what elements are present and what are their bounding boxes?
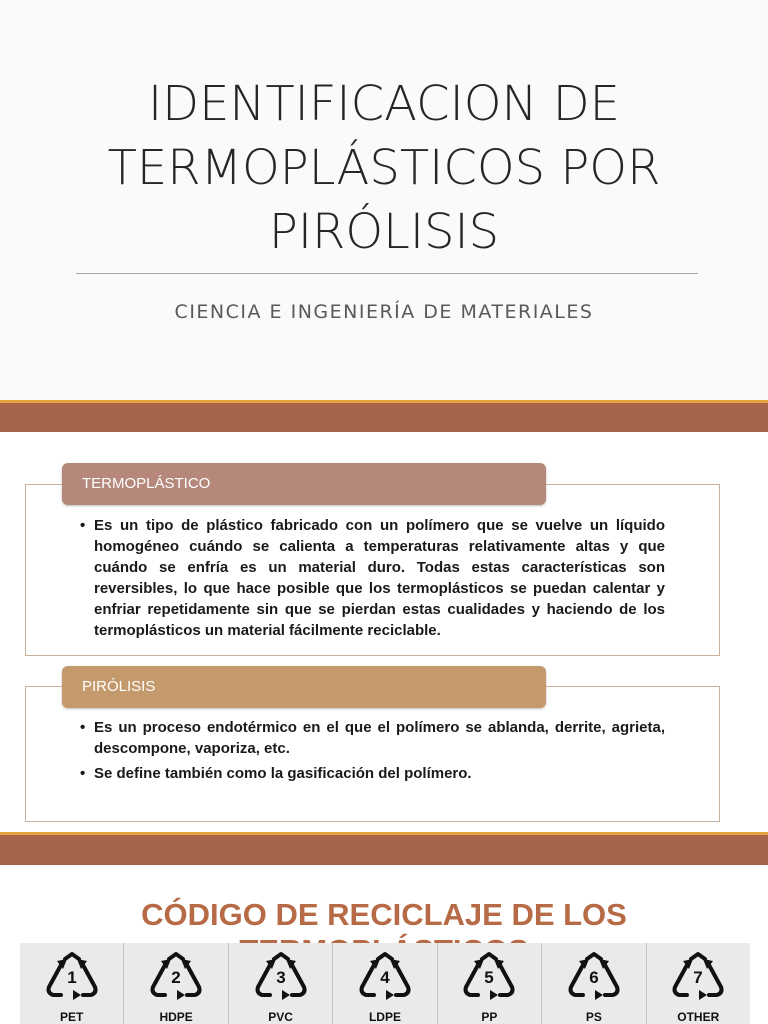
- recycling-code-number: 3: [275, 968, 286, 987]
- bullet-glyph: •: [80, 765, 86, 782]
- recycle-triangle-icon: [565, 951, 623, 1005]
- recycling-codes-strip: [20, 943, 750, 1024]
- recycling-code-number: 4: [380, 968, 390, 987]
- recycle-triangle-icon: [356, 951, 414, 1005]
- bullet-text: Es un proceso endotérmico en el que el polímero se ablanda, derrite, agrieta, descompone, vaporiza, etc.: [94, 719, 665, 757]
- list-item: [80, 717, 665, 759]
- recycling-code-number: 5: [484, 968, 495, 987]
- recycling-code-number: 2: [171, 968, 181, 987]
- recycling-code-label: PP: [481, 1010, 498, 1024]
- recycling-code-number: 6: [589, 968, 599, 987]
- definition-list: [80, 515, 665, 641]
- list-item: [80, 515, 665, 641]
- recycling-code-number: 7: [693, 968, 703, 987]
- bullet-glyph: •: [80, 719, 86, 736]
- recycling-code-cell: [647, 943, 750, 1024]
- title-line: IDENTIFICACION DE: [147, 76, 620, 132]
- section-header-pirolisis: PIRÓLISIS: [62, 666, 546, 708]
- recycling-code-cell: [542, 943, 646, 1024]
- recycle-triangle-icon: [460, 951, 518, 1005]
- recycling-code-number: 1: [66, 968, 77, 987]
- title-slide: [0, 0, 768, 400]
- recycle-triangle-icon: [252, 951, 310, 1005]
- recycling-codes-title: CÓDIGO DE RECICLAJE DE LOS: [141, 897, 627, 932]
- recycle-triangle-icon: [147, 951, 205, 1005]
- bullet-glyph: •: [80, 517, 86, 534]
- recycling-code-label: PET: [60, 1010, 84, 1024]
- decorative-band-bottom: [0, 832, 768, 865]
- definitions-slide: [0, 400, 768, 865]
- section-header-termoplastico: TERMOPLÁSTICO: [62, 463, 546, 505]
- title-divider: [76, 273, 698, 274]
- recycle-triangle-icon: [43, 951, 101, 1005]
- recycling-codes-slide: [0, 865, 768, 1024]
- recycling-code-cell: [124, 943, 228, 1024]
- list-item: [80, 763, 665, 784]
- bullet-text: Se define también como la gasificación del polímero.: [94, 765, 472, 782]
- title-line: TERMOPLÁSTICOS POR: [107, 140, 661, 196]
- slide-subtitle: CIENCIA E INGENIERÍA DE MATERIALES: [174, 301, 594, 323]
- recycling-code-label: HDPE: [159, 1010, 193, 1024]
- title-line: PIRÓLISIS: [268, 204, 500, 260]
- recycle-triangle-icon: [669, 951, 727, 1005]
- recycling-code-label: OTHER: [677, 1010, 720, 1024]
- recycling-code-label: PS: [585, 1010, 602, 1024]
- bullet-text: Es un tipo de plástico fabricado con un polímero que se vuelve un líquido homogéneo cuándo se calienta a temperaturas relativamente altas y que cuándo se enfría es un material duro. Todas estas características son reversibles, lo que hace posible que los termoplásticos se puedan calentar y enfriar repetidamente sin que se pierdan estas cualidades y haciendo de los termoplásticos un material fácilmente reciclable.: [94, 517, 665, 639]
- recycling-code-cell: [229, 943, 333, 1024]
- recycling-code-cell: [333, 943, 437, 1024]
- decorative-band-top: [0, 400, 768, 432]
- recycling-code-cell: [20, 943, 124, 1024]
- definition-box-termoplastico: [25, 484, 720, 656]
- recycling-code-label: PVC: [268, 1010, 293, 1024]
- slide-title: [40, 72, 728, 264]
- recycling-code-label: LDPE: [368, 1010, 401, 1024]
- definition-list: [80, 717, 665, 784]
- recycling-code-cell: [438, 943, 542, 1024]
